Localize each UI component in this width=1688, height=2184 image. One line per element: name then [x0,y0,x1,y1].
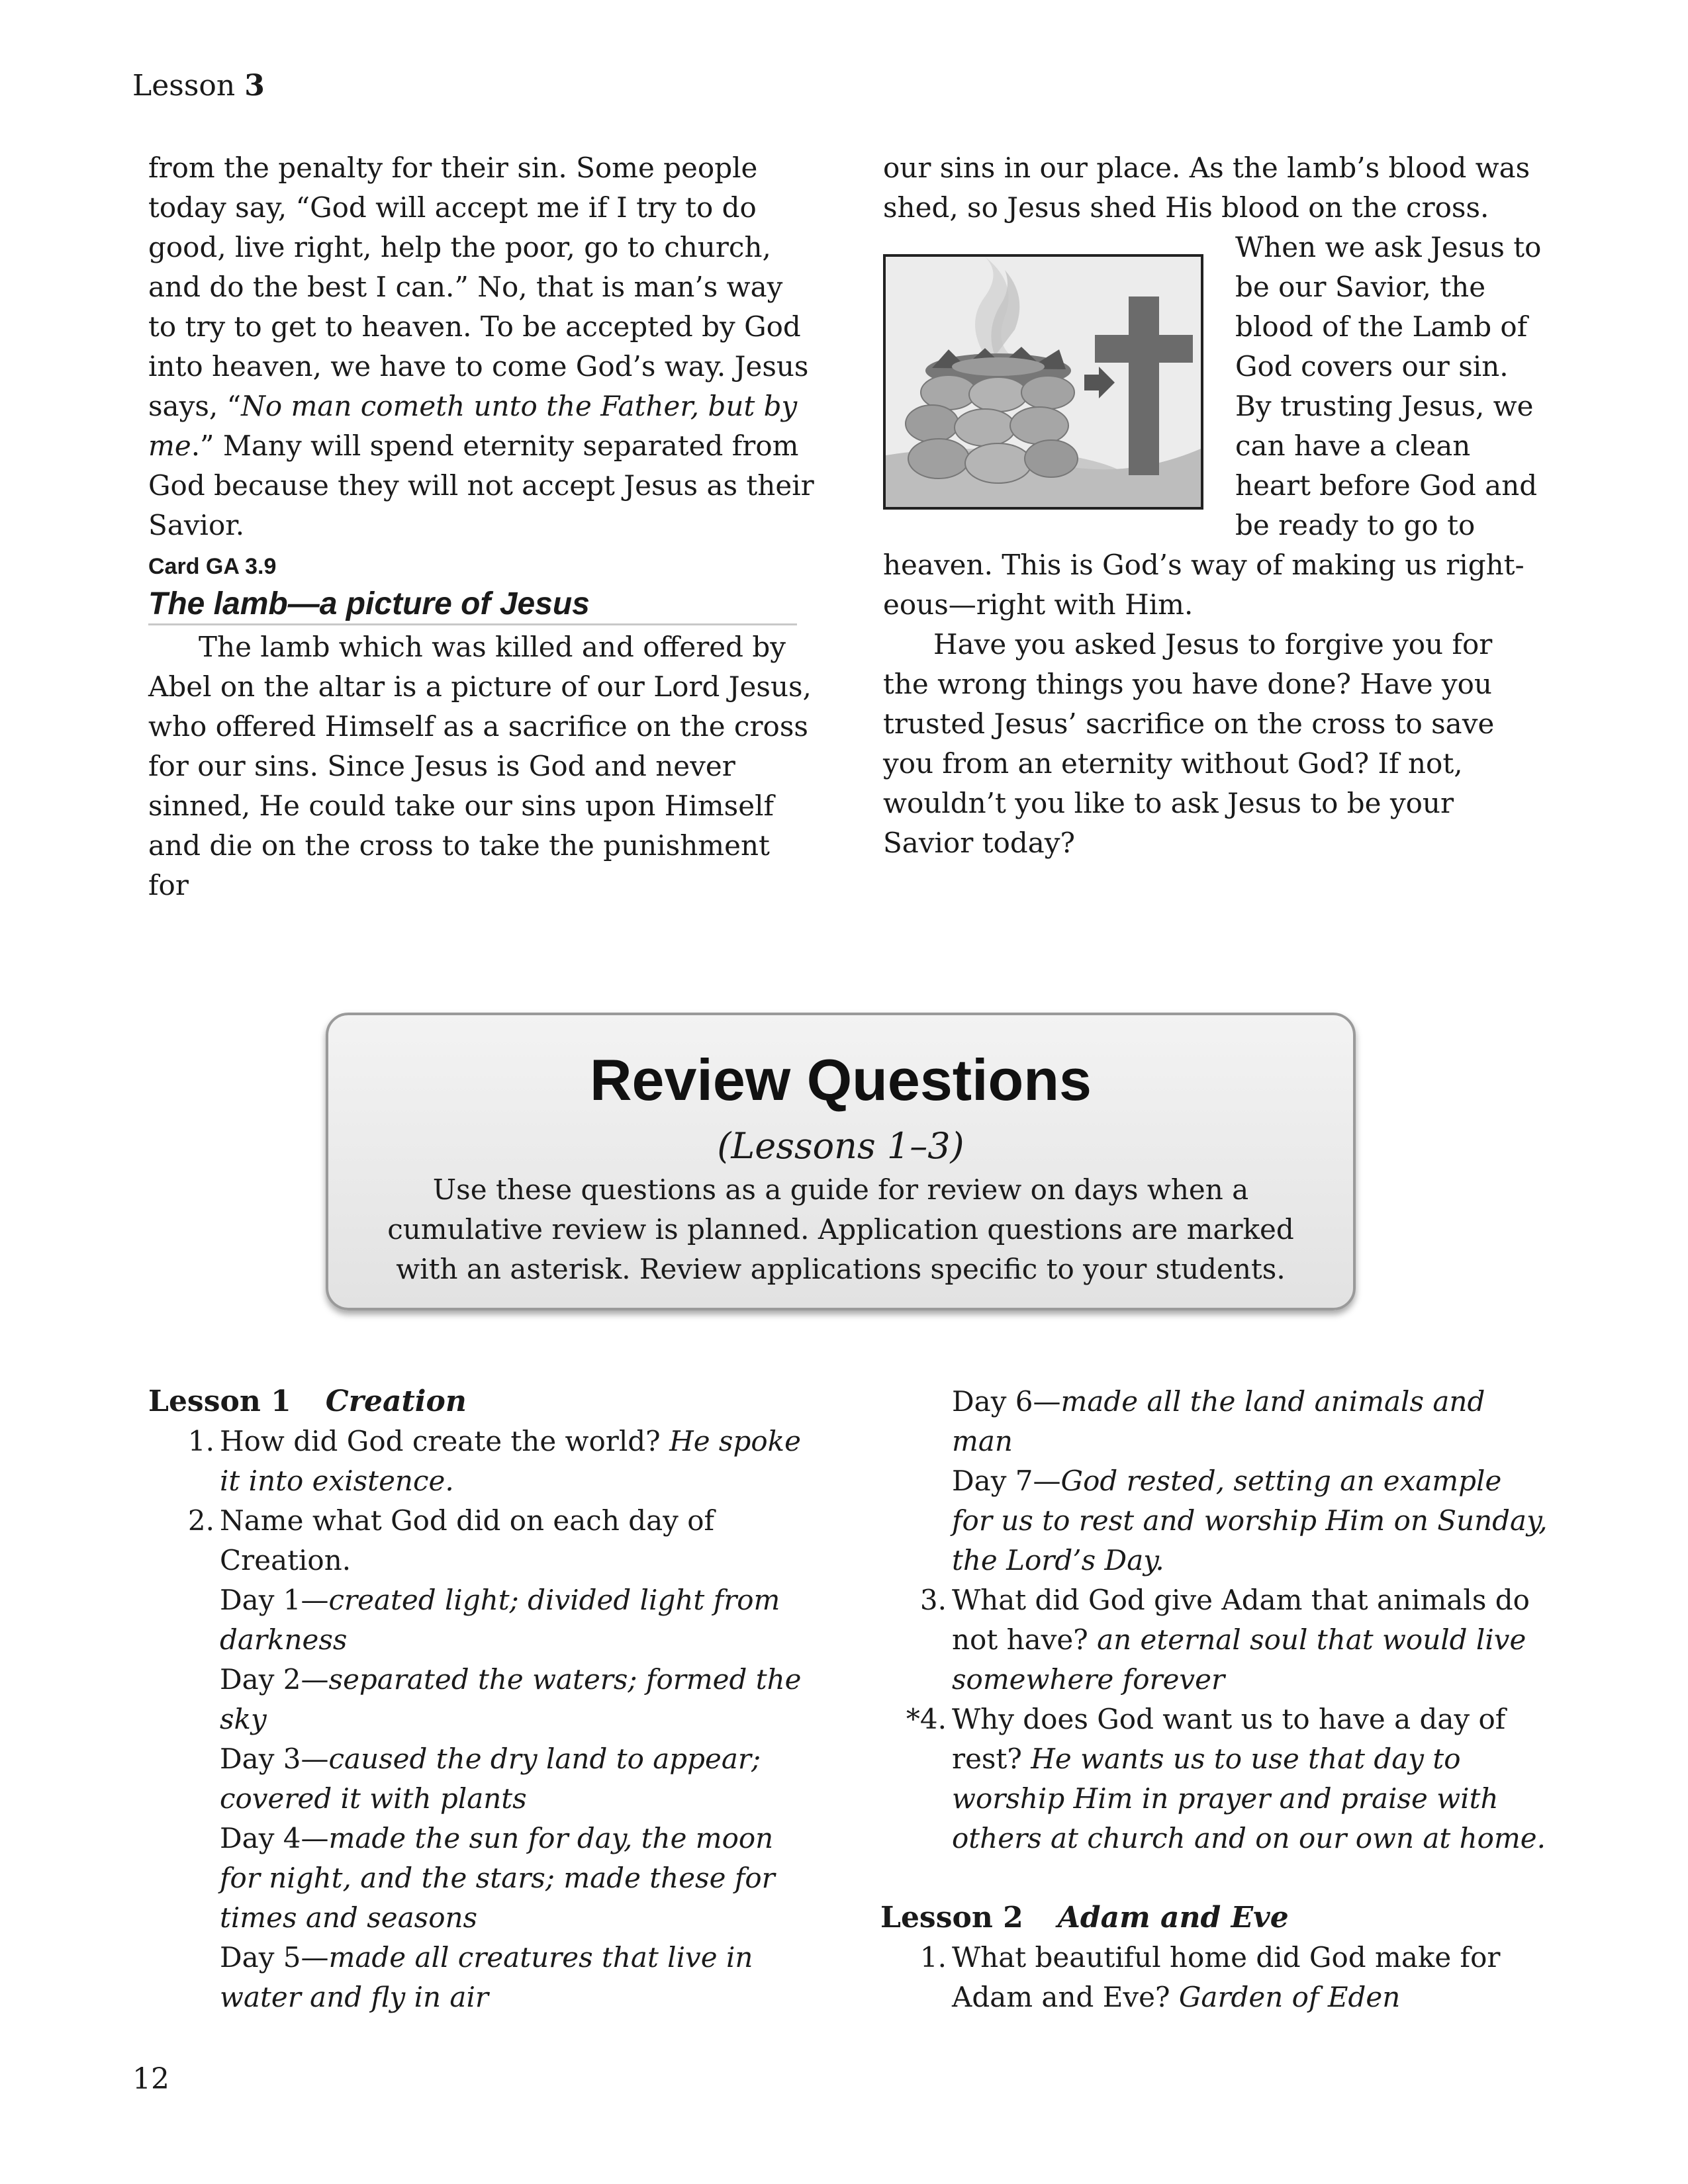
lesson-2-topic: Adam and Eve [1057,1901,1289,1934]
question-number: 2. [187,1504,214,1537]
lesson-number: 3 [244,69,265,103]
question-text: Name what God did on each day of Creation. [220,1504,715,1576]
day-label: Day 2— [220,1663,329,1696]
question-text: Why does God want us to have a day of rest? [952,1703,1506,1775]
day-answer: caused the dry land to appear; covered it with plants [220,1743,761,1815]
day-item [148,1660,817,1739]
question-answer: Garden of Eden [1178,1981,1401,2013]
wrap-line: By trusting Jesus, we [1235,390,1534,422]
card-title: The lamb—a picture of Jesus [148,585,797,625]
day-answer: separated the waters; formed the sky [220,1663,802,1735]
review-questions-box [326,1013,1356,1310]
lesson-1-topic: Creation [325,1385,467,1418]
day-label: Day 7— [952,1465,1061,1497]
card-paragraph: The lamb which was killed and offered by Abel on the altar is a picture of our Lord Jesus, who offered Himself as a sacrifice on the cross for our sins. Since Jesus is God and never sinned, He could take our sins upon Himself and die on the cross to take the punishment for [148,631,812,901]
day-label: Day 4— [220,1822,329,1854]
question-1-3 [880,1580,1549,1700]
question-1-1 [148,1422,817,1501]
scripture-quote: No man cometh unto the Father, but by me [148,390,798,462]
questions-left-column [148,1382,817,2017]
lesson-2-label: Lesson 2 [880,1901,1023,1934]
day-label: Day 1— [220,1584,329,1616]
wrap-continuation: heaven. This is God’s way of making us right-eous—right with Him. [883,549,1524,621]
right-column-bottom [883,545,1545,863]
day-answer: created light; divided light from darkness [220,1584,780,1656]
day-item [148,1819,817,1938]
question-1-4 [880,1700,1549,1858]
question-number: 1. [919,1941,947,1974]
wrap-text [1235,228,1553,545]
lesson-1-heading [148,1382,817,1422]
question-answer: an eternal soul that would live somewhere forever [952,1623,1526,1696]
card-label: Card GA 3.9 [148,554,277,579]
paragraph-text: from the penalty for their sin. Some people today say, “God will accept me if I try to do good, live right, help the poor, go to church, and do the best I can.” No, that is man’s way to try to get to heaven. To be accepted by God into heaven, we have to come God’s way. Jesus says, “ [148,152,809,422]
altar-and-cross-icon [886,257,1201,507]
day-answer: made the sun for day, the moon for night, and the stars; made these for times and seasons [220,1822,775,1934]
day-item [952,1382,1549,1461]
wrap-line: can have a clean [1235,430,1471,462]
day-answer: God rested, setting an example for us to rest and worship Him on Sunday, the Lord’s Day. [952,1465,1548,1576]
day-label: Day 6— [952,1385,1061,1418]
lesson-word: Lesson [132,69,236,103]
right-paragraph-1: our sins in our place. As the lamb’s blood was shed, so Jesus shed His blood on the cross. [883,152,1530,224]
page-number: 12 [132,2062,169,2096]
running-head [132,69,265,103]
paragraph-text-end: .” Many will spend eternity separated from God because they will not accept Jesus as their Savior. [148,430,814,541]
day-answer: made all creatures that live in water and fly in air [220,1941,753,2013]
questions-right-column [880,1382,1549,2017]
right-paragraph-2: Have you asked Jesus to forgive you for the wrong things you have done? Have you trusted Jesus’ sacrifice on the cross to save you from an eternity without God? If not, wouldn’t you like to ask Jesus to be your Savior today? [883,628,1495,859]
question-number: *4. [906,1703,947,1735]
question-1-2 [148,1501,817,1580]
right-column-top [883,148,1545,228]
question-2-1 [880,1938,1549,2017]
lesson-2-heading [880,1898,1549,1938]
card-body [148,627,817,905]
question-answer: He spoke it into existence. [220,1425,801,1497]
day-label: Day 5— [220,1941,329,1974]
question-number: 1. [187,1425,214,1457]
wrap-line: be our Savior, the [1235,271,1486,303]
wrap-line: blood of the Lamb of [1235,310,1528,343]
day-item [148,1580,817,1660]
left-column-paragraph [148,148,817,545]
day-label: Day 3— [220,1743,329,1775]
review-title: Review Questions [589,1047,1092,1113]
wrap-line: When we ask Jesus to [1235,231,1542,263]
question-text: How did God create the world? [220,1425,670,1457]
review-description: Use these questions as a guide for review on days when a cumulative review is planned. Application questions are marked with an asterisk. Review applications specific to your students. [387,1173,1294,1285]
wrap-line: be ready to go to [1235,509,1476,541]
review-subtitle: (Lessons 1–3) [717,1125,964,1167]
day-answer: made all the land animals and man [952,1385,1485,1457]
day-item [148,1938,817,2017]
question-text: What did God give Adam that animals do not have? [952,1584,1530,1656]
question-text: What beautiful home did God make for Adam and Eve? [952,1941,1501,2013]
lesson-1-label: Lesson 1 [148,1385,291,1418]
question-answer: He wants us to use that day to worship Him in prayer and praise with others at church and on our own at home. [952,1743,1546,1854]
wrap-line: God covers our sin. [1235,350,1509,383]
day-item [952,1461,1549,1580]
wrap-line: heart before God and [1235,469,1538,502]
question-number: 3. [919,1584,947,1616]
day-item [148,1739,817,1819]
altar-cross-illustration [883,254,1203,510]
